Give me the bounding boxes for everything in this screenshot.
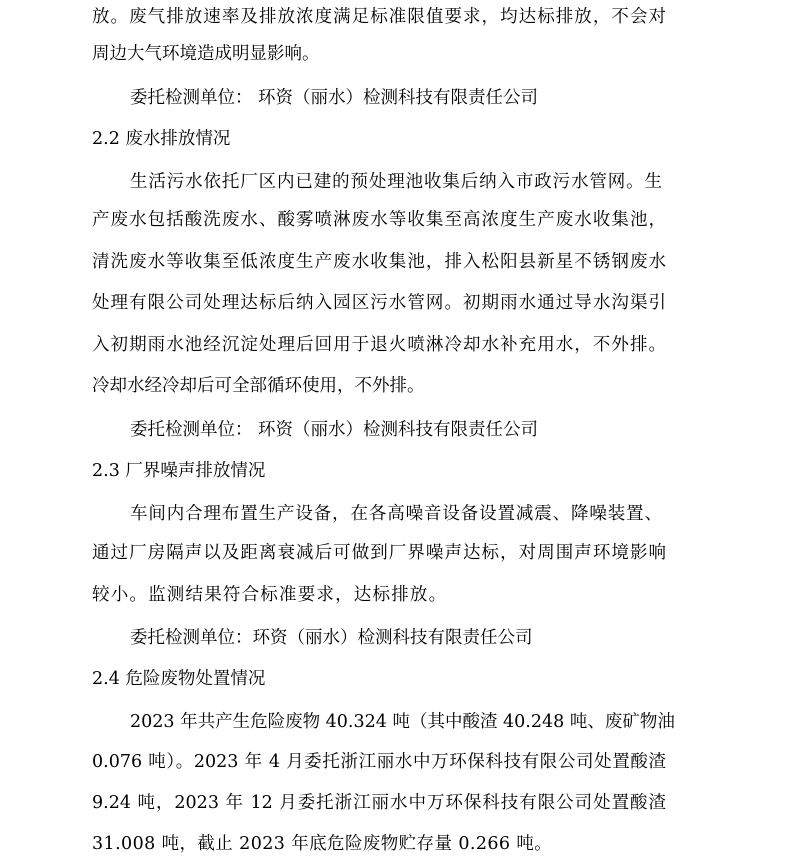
paragraph-line: 车间内合理布置生产设备，在各高噪音设备设置减震、降噪装置、 xyxy=(130,504,662,524)
contractor-line: 委托检测单位：环资（丽水）检测科技有限责任公司 xyxy=(130,628,533,648)
paragraph-line: 处理有限公司处理达标后纳入园区污水管网。初期雨水通过导水沟渠引 xyxy=(92,293,666,313)
section-heading: 2.4 危险废物处置情况 xyxy=(92,669,266,689)
paragraph-line: 周边大气环境造成明显影响。 xyxy=(92,44,320,64)
paragraph-line: 产废水包括酸洗废水、酸雾喷淋废水等收集至高浓度生产废水收集池， xyxy=(92,210,666,230)
paragraph-line: 冷却水经冷却后可全部循环使用，不外排。 xyxy=(92,376,425,396)
contractor-line: 委托检测单位： 环资（丽水）检测科技有限责任公司 xyxy=(130,88,539,108)
paragraph-line: 生活污水依托厂区内已建的预处理池收集后纳入市政污水管网。生 xyxy=(130,172,662,192)
paragraph-line: 通过厂房隔声以及距离衰减后可做到厂界噪声达标，对周围声环境影响 xyxy=(92,543,666,563)
paragraph-line: 31.008 吨，截止 2023 年底危险废物贮存量 0.266 吨。 xyxy=(92,834,553,854)
paragraph-line: 清洗废水等收集至低浓度生产废水收集池，排入松阳县新星不锈钢废水 xyxy=(92,252,666,272)
paragraph-line: 较小。监测结果符合标准要求，达标排放。 xyxy=(92,585,448,605)
section-heading: 2.2 废水排放情况 xyxy=(92,129,231,149)
paragraph-line: 2023 年共产生危险废物 40.324 吨（其中酸渣 40.248 吨、废矿物油 xyxy=(130,712,675,732)
paragraph-line: 入初期雨水池经沉淀处理后回用于退火喷淋冷却水补充用水，不外排。 xyxy=(92,335,666,355)
paragraph-line: 9.24 吨，2023 年 12 月委托浙江丽水中万环保科技有限公司处置酸渣 xyxy=(92,793,666,813)
paragraph-line: 0.076 吨）。2023 年 4 月委托浙江丽水中万环保科技有限公司处置酸渣 xyxy=(92,752,666,772)
section-heading: 2.3 厂界噪声排放情况 xyxy=(92,461,266,481)
contractor-line: 委托检测单位： 环资（丽水）检测科技有限责任公司 xyxy=(130,420,539,440)
paragraph-line: 放。废气排放速率及排放浓度满足标准限值要求，均达标排放，不会对 xyxy=(92,7,666,27)
